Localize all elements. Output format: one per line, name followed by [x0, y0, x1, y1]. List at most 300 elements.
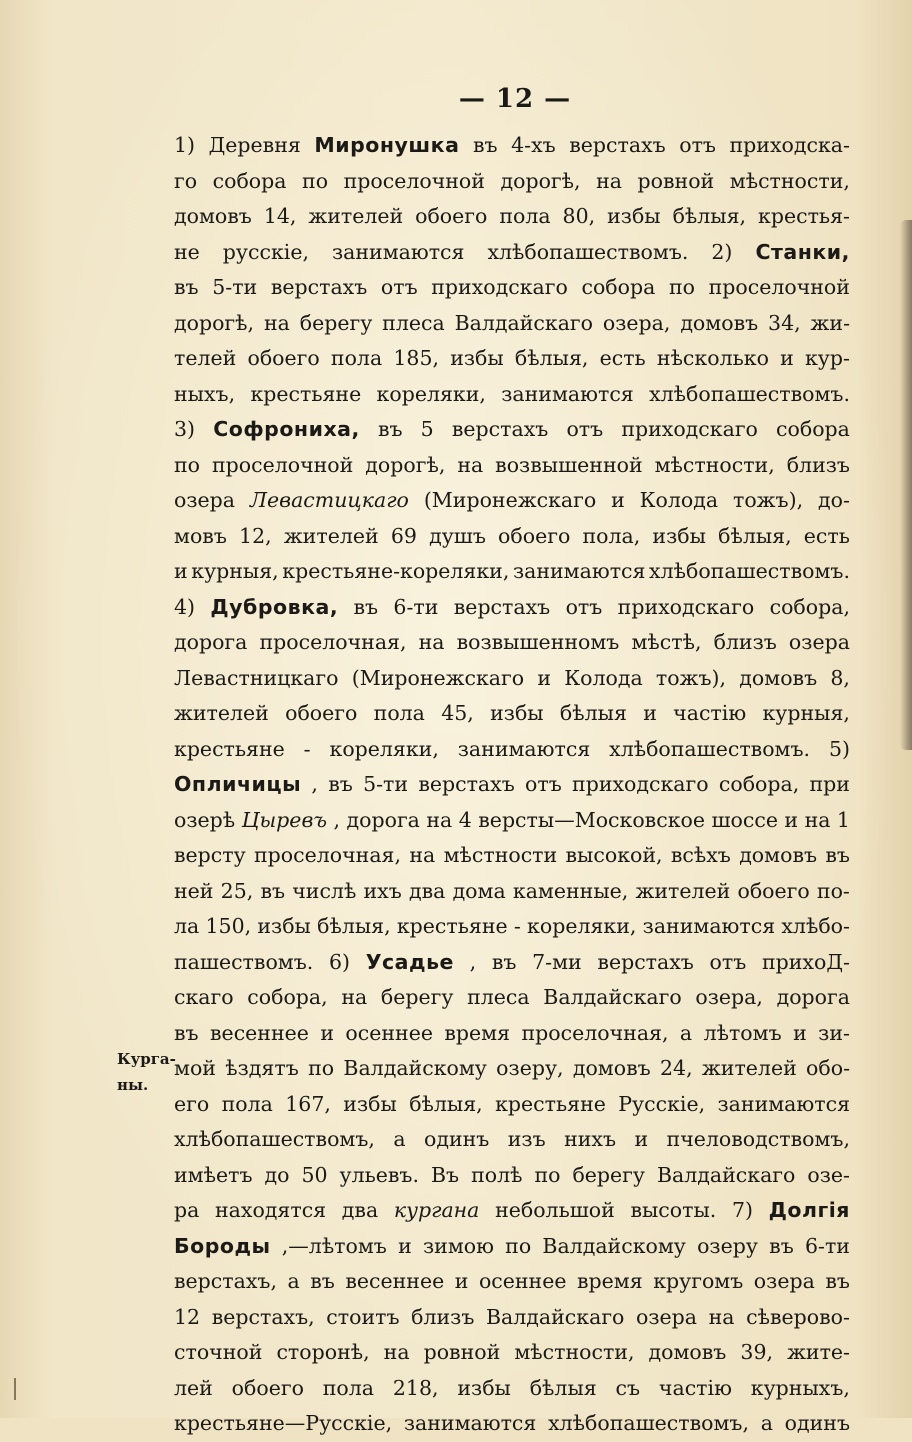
word: дорогѣ, [365, 452, 446, 477]
word: обоего [285, 701, 358, 725]
word: курныхъ, [750, 1375, 850, 1400]
word: его [174, 1091, 210, 1116]
bold-place-name: Опличицы [174, 772, 302, 796]
word: Валдайскаго [454, 310, 593, 335]
word: бѣлыя, [317, 914, 391, 938]
word: приходскаго [572, 772, 709, 796]
word: пашествомъ. [174, 949, 314, 974]
word: пола [322, 1375, 375, 1400]
word: пола [373, 701, 425, 725]
word: (Миронежскаго [351, 665, 525, 690]
word: на [383, 1340, 410, 1364]
word: хлѣбопашествомъ, [548, 1411, 749, 1435]
bold-place-name: Дубровка, [210, 594, 339, 619]
text-line [174, 341, 850, 377]
word: 24, [660, 1056, 693, 1080]
text-line [174, 412, 850, 448]
word: стоитъ [326, 1304, 400, 1329]
word: два [341, 1198, 379, 1222]
word: полѣ [471, 1162, 523, 1187]
text-line [174, 377, 850, 413]
text-line [174, 1051, 850, 1087]
word: частію [673, 701, 747, 725]
word: обоего [247, 346, 320, 370]
word: кур- [804, 346, 850, 370]
text-line [174, 909, 850, 945]
text-line [174, 1264, 850, 1300]
word: кругомъ [653, 1269, 744, 1293]
word: озеру, [496, 1056, 564, 1080]
word: отъ [679, 133, 716, 157]
word: го [174, 168, 198, 193]
word: сѣверово- [746, 1304, 850, 1329]
text-line [174, 980, 850, 1016]
word: есть [803, 523, 850, 548]
word: въ [328, 772, 353, 796]
word: мѣстности, [654, 452, 775, 477]
bold-place-name: Долгія [768, 1198, 850, 1222]
word: по [505, 1233, 532, 1258]
word: близъ [713, 630, 777, 654]
word: обоего [737, 878, 810, 903]
text-line [174, 1406, 850, 1442]
word: а [760, 1411, 773, 1435]
word: озера, [695, 985, 763, 1009]
word: Левастницкаго [174, 665, 339, 690]
word: бѣлыя, [409, 1091, 483, 1116]
word: и [634, 1127, 649, 1151]
word: въ [769, 1233, 794, 1258]
word: избы [607, 204, 661, 228]
word: сторонѣ, [276, 1340, 370, 1364]
word: проселочная, [521, 1020, 669, 1045]
word: хлѣбо- [781, 914, 850, 938]
word: ,—лѣтомъ [281, 1233, 387, 1258]
word: каменные, [512, 878, 629, 903]
word: 14, [263, 204, 297, 228]
word: и [174, 559, 188, 583]
word: избы [490, 701, 544, 725]
word: дорогѣ, [174, 310, 255, 335]
word: занимаются [717, 1091, 850, 1116]
word: близъ [786, 452, 850, 477]
word: 34, [768, 310, 801, 335]
word: крестьяне-кореляки, [282, 559, 510, 583]
word: 80, [562, 204, 596, 228]
word: озе- [807, 1162, 850, 1187]
word: кореляки, [329, 736, 439, 761]
word: на [596, 168, 622, 193]
word: жителей [308, 204, 404, 228]
word: ихъ [363, 878, 402, 903]
word: ѣздятъ [225, 1056, 299, 1080]
text-line [174, 306, 850, 342]
word: Валдайскому [542, 1233, 686, 1258]
word: бѣлыя, [718, 523, 792, 548]
word: отъ [380, 275, 418, 299]
word: 1 [836, 807, 850, 832]
word: ульевъ. [339, 1162, 419, 1187]
word: возвышенной [495, 452, 643, 477]
word: 6-ти [804, 1233, 850, 1258]
word: хлѣбопашествомъ. [649, 559, 850, 583]
word: 7-ми [532, 949, 582, 974]
word: по [302, 168, 329, 193]
word: дорога [174, 630, 248, 654]
word: въ [310, 1269, 335, 1293]
word: мѣстности, [729, 168, 850, 193]
word: озера [753, 1269, 815, 1293]
word: версты—Московское [478, 807, 705, 832]
word: весеннее [210, 1020, 309, 1045]
word: приходскаго [621, 417, 758, 441]
word: берегу [572, 1162, 645, 1187]
word: русскіе, [222, 239, 309, 264]
word: крестьяне [174, 736, 285, 761]
word: на [263, 310, 290, 335]
word: , [333, 807, 341, 832]
word: 12, [239, 523, 272, 548]
word: крестья- [758, 204, 850, 228]
word: до [264, 1162, 290, 1187]
word: Валдайскаго [485, 1304, 625, 1329]
word: въ [825, 843, 850, 867]
word: высоты. [630, 1198, 717, 1222]
word: на [418, 630, 445, 654]
word: приходскаго [617, 594, 755, 619]
word: на [426, 807, 453, 832]
text-line [174, 128, 850, 164]
word: озера [174, 488, 235, 512]
word: осеннее [345, 1020, 433, 1045]
word: избы [652, 523, 706, 548]
word: озера [636, 1304, 698, 1329]
margin-note-line: Курга- [117, 1050, 176, 1068]
word: осеннее [478, 1269, 567, 1293]
word: собора, [718, 772, 800, 796]
word: пола [499, 204, 551, 228]
word: на [341, 985, 368, 1009]
word: собора [776, 417, 850, 441]
word: верстахъ [418, 772, 515, 796]
bold-place-name: Софрониха, [213, 417, 360, 441]
word: , [469, 949, 477, 974]
word: домовъ [174, 204, 252, 228]
word: находятся [215, 1198, 327, 1222]
word: избы [343, 1091, 397, 1116]
word: занимаются [501, 381, 634, 406]
word: собора, [769, 594, 850, 619]
word: при [809, 772, 850, 796]
word: частію [658, 1375, 732, 1400]
word: телей [174, 346, 237, 370]
word: бѣлыя, [514, 346, 589, 370]
word: жителей [283, 523, 379, 548]
word: и [780, 346, 794, 370]
word: 150, [205, 914, 252, 938]
word: скаго [174, 985, 234, 1009]
word: въ [174, 1020, 199, 1045]
word: приходска- [729, 133, 850, 157]
word: есть [599, 346, 646, 370]
word: на [409, 843, 436, 867]
word: озера, [602, 310, 671, 335]
word: съ [615, 1375, 641, 1400]
word: по [534, 1162, 561, 1187]
word: жителей [635, 878, 731, 903]
word: пчеловодствомъ, [666, 1127, 850, 1151]
word: зи- [818, 1020, 850, 1045]
word: и [793, 1020, 807, 1045]
word: въ [377, 417, 403, 441]
word: мой [174, 1056, 216, 1080]
word: жите- [787, 1340, 850, 1364]
word: прихоД- [761, 949, 850, 974]
word: домовъ [572, 1056, 651, 1080]
word: , [311, 772, 318, 796]
word: два [408, 878, 446, 903]
word: близъ [411, 1304, 475, 1329]
text-line [174, 945, 850, 981]
word: по [174, 452, 201, 477]
word: отъ [709, 949, 747, 974]
word: плеса [382, 310, 445, 335]
word: кореляки, [527, 914, 637, 938]
word: курныя, [191, 559, 279, 583]
word: жи- [810, 310, 850, 335]
word: возвышенномъ [456, 630, 620, 654]
word: 167, [285, 1091, 331, 1116]
binding-mark [14, 1378, 16, 1400]
text-line [174, 1087, 850, 1123]
word: сточной [174, 1340, 263, 1364]
word: лѣтомъ [703, 1020, 782, 1045]
text-line [174, 732, 850, 768]
word: озеру [697, 1233, 758, 1258]
word: пола, [582, 523, 641, 548]
word: обоего [498, 523, 571, 548]
word: 1) [174, 133, 196, 157]
word: нѣсколько [656, 346, 769, 370]
word: домовъ [680, 310, 759, 335]
text-line [174, 448, 850, 484]
word: до- [818, 488, 850, 512]
word: дорогѣ, [500, 168, 581, 193]
word: тожъ), [733, 488, 804, 512]
text-line [174, 270, 850, 306]
word: и [320, 1020, 334, 1045]
word: ныхъ, [174, 381, 236, 406]
word: плеса [467, 985, 530, 1009]
word: не [174, 239, 200, 264]
word: и [643, 701, 657, 725]
word: пола [330, 346, 383, 370]
word: дорога [776, 985, 850, 1009]
word: въ [472, 133, 498, 157]
word: 3) [174, 417, 196, 441]
word: Колода [564, 665, 643, 690]
word: 7) [731, 1198, 754, 1222]
word: домовъ [648, 1340, 727, 1364]
word: ней [174, 878, 214, 903]
bold-place-name: Бороды [174, 1233, 271, 1258]
word: время [577, 1269, 643, 1293]
word: небольшой [495, 1198, 615, 1222]
word: на [457, 452, 484, 477]
word: 5) [828, 736, 850, 761]
word: Деревня [208, 133, 301, 157]
word: крестьяне [495, 1091, 606, 1116]
word: на [708, 1304, 735, 1329]
word: проселочной [708, 275, 850, 299]
word: ла [174, 914, 200, 938]
word: озера [788, 630, 850, 654]
page-edge-shadow [900, 220, 912, 750]
word: приходскаго [431, 275, 568, 299]
word: мѣстности, [514, 1340, 635, 1364]
word: и [398, 1233, 412, 1258]
word: въ [491, 949, 517, 974]
text-line [174, 838, 850, 874]
word: въ [260, 878, 286, 903]
word: шоссе [711, 807, 778, 832]
word: и [784, 807, 799, 832]
word: весеннее [345, 1269, 445, 1293]
word: 5-ти [363, 772, 409, 796]
word: тожъ), [655, 665, 727, 690]
word: 4) [174, 594, 196, 619]
text-line [174, 1335, 850, 1371]
word: верстахъ [597, 949, 694, 974]
word: хлѣбопашествомъ. [649, 381, 850, 406]
italic-term: Цыревъ [241, 807, 328, 832]
word: изъ [507, 1127, 546, 1151]
word: зимою [422, 1233, 494, 1258]
page-number: — 12 — [458, 84, 572, 114]
word: числѣ [292, 878, 357, 903]
word: собора [212, 168, 287, 193]
text-line [174, 590, 850, 626]
word: 25, [220, 878, 254, 903]
bold-place-name: Усадье [365, 949, 454, 974]
word: отъ [565, 594, 603, 619]
word: занимаются [457, 736, 591, 761]
word: 50 [301, 1162, 328, 1187]
word: 45, [441, 701, 474, 725]
word: а [393, 1127, 406, 1151]
word: обоего [231, 1375, 304, 1400]
word: крестьяне—Русскіе, [174, 1411, 393, 1435]
word: мѣстности [443, 843, 558, 867]
word: Колода [639, 488, 719, 512]
word: бѣлыя, [672, 204, 747, 228]
word: а [679, 1020, 693, 1045]
word: избы [450, 346, 504, 370]
word: 4 [458, 807, 472, 832]
word: отъ [566, 417, 604, 441]
text-line [174, 625, 850, 661]
word: 2) [711, 239, 733, 264]
word: на [804, 807, 831, 832]
text-line [174, 803, 850, 839]
word: крестьяне [396, 914, 508, 938]
word: (Миронежскаго [423, 488, 597, 512]
word: Валдайскому [343, 1056, 487, 1080]
word: 218, [392, 1375, 439, 1400]
word: кореляки, [376, 381, 486, 406]
word: верстахъ [453, 594, 551, 619]
word: дома [452, 878, 506, 903]
word: 6) [328, 949, 351, 974]
word: собора [581, 275, 656, 299]
word: бѣлыя [559, 701, 627, 725]
word: имѣетъ [174, 1162, 253, 1187]
text-line [174, 199, 850, 235]
margin-note [117, 1046, 177, 1098]
text-line [174, 1016, 850, 1052]
word: а [287, 1269, 300, 1293]
word: дорога [346, 807, 420, 832]
word: Валдайскаго [656, 1162, 796, 1187]
word: Въ [430, 1162, 460, 1187]
word: обо- [806, 1056, 850, 1080]
word: нихъ [564, 1127, 617, 1151]
word: курныя, [762, 701, 850, 725]
word: жителей [174, 701, 269, 725]
text-line [174, 1122, 850, 1158]
italic-term: кургана [393, 1198, 480, 1222]
text-line [174, 767, 850, 803]
text-line [174, 554, 850, 590]
word: верстахъ, [174, 1269, 277, 1293]
word: 69 [390, 523, 417, 548]
text-line [174, 1229, 850, 1265]
word: по [668, 275, 695, 299]
word: верстахъ [451, 417, 549, 441]
word: верстахъ [270, 275, 368, 299]
word: 4-хъ [511, 133, 556, 157]
text-line [174, 483, 850, 519]
margin-note-line: ны. [117, 1076, 149, 1094]
text-line [174, 164, 850, 200]
word: ровной [423, 1340, 501, 1364]
text-line [174, 235, 850, 271]
word: мѣстѣ, [631, 630, 702, 654]
word: и [454, 1269, 469, 1293]
word: 185, [393, 346, 440, 370]
word: берегу [380, 985, 454, 1009]
word: занимаются [403, 1411, 537, 1435]
text-line [174, 1371, 850, 1407]
word: ровной [637, 168, 715, 193]
word: верстахъ, [211, 1304, 315, 1329]
word: хлѣбопашествомъ, [174, 1127, 375, 1151]
word: собора, [247, 985, 328, 1009]
body-text [174, 128, 850, 1442]
word: 6-ти [393, 594, 439, 619]
bold-place-name: Станки, [755, 239, 850, 264]
word: въ [825, 1269, 850, 1293]
text-line [174, 1158, 850, 1194]
word: - [303, 736, 311, 761]
word: занимаются [512, 559, 646, 583]
word: крестьяне [250, 381, 362, 406]
word: 5 [420, 417, 434, 441]
word: въ [353, 594, 379, 619]
text-line [174, 1193, 850, 1229]
word: обоего [415, 204, 488, 228]
word: Русскіе, [618, 1091, 706, 1116]
